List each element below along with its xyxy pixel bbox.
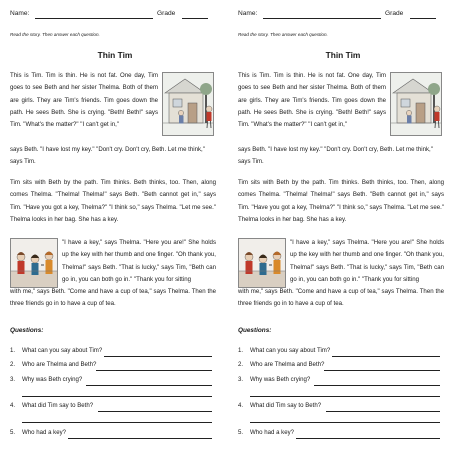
answer-line-4b[interactable] (250, 422, 440, 423)
story-paragraph-3: "I have a key," says Thelma. "Here you are!" She holds up the key with her thumb and one finger. "Oh thank you, Thelma!" says Beth. "That is lucky," says Tim, "Beth can go in, you can both go in." "Thank you for sitting (290, 239, 444, 283)
story-paragraph-3-end: with me," says Beth. "Come and have a cup of tea," says Thelma. Then the three friends go in to have a cup of tea. (238, 288, 444, 308)
answer-line-2[interactable] (96, 370, 212, 371)
illustration-tim-at-door (162, 72, 214, 136)
story-paragraph-3-end: with me," says Beth. "Come and have a cup of tea," says Thelma. Then the three friends go in to have a cup of tea. (10, 288, 216, 308)
story-title: Thin Tim (325, 50, 361, 60)
worksheet-left (4, 0, 226, 453)
answer-line-3b[interactable] (250, 396, 440, 397)
story-paragraph-1: This is Tim. Tim is thin. He is not fat. One day, Tim goes to see Beth and her sister Thelma. Both of them are girls. They are Tim's friends. Tim goes down the path. He sees Beth. She is crying. "Beth! Beth!" says Tim. "What's the matter?" "I can't get in," (10, 72, 158, 129)
question-1: 1. What can you say about Tim? (10, 347, 103, 354)
answer-line-3b[interactable] (22, 396, 212, 397)
story-paragraph-2: Tim sits with Beth by the path. Tim thinks. Beth thinks, too. Then, along comes Thelma. "Thelma! Thelma!" says Beth. "Beth cannot get in," says Tim. "Have you got a key, Thelma?" "I think so," says Thelma. "Let me see." Thelma looks in her bag. She has a key. (10, 179, 216, 223)
questions-heading: Questions: (238, 327, 272, 334)
answer-line-5[interactable] (68, 438, 212, 439)
answer-line-4[interactable] (326, 411, 440, 412)
story-paragraph-2: Tim sits with Beth by the path. Tim thinks. Beth thinks, too. Then, along comes Thelma. "Thelma! Thelma!" says Beth. "Beth cannot get in," says Tim. "Have you got a key, Thelma?" "I think so," says Thelma. "Let me see." Thelma looks in her bag. She has a key. (238, 179, 444, 223)
question-3: 3. Why was Beth crying? (10, 376, 83, 383)
grade-field-line[interactable] (182, 18, 208, 19)
grade-label: Grade (385, 10, 404, 17)
question-5: 5. Who had a key? (10, 429, 67, 436)
answer-line-3[interactable] (314, 385, 440, 386)
story-paragraph-1-end: says Beth. "I have lost my key." "Don't cry. Don't cry, Beth. Let me think," says Tim. (238, 146, 433, 166)
answer-line-4[interactable] (98, 411, 212, 412)
question-4: 4. What did Tim say to Beth? (10, 402, 94, 409)
name-label: Name: (10, 10, 30, 17)
grade-field-line[interactable] (410, 18, 436, 19)
answer-line-3[interactable] (86, 385, 212, 386)
header (238, 10, 450, 22)
question-4: 4. What did Tim say to Beth? (238, 402, 322, 409)
question-1: 1. What can you say about Tim? (238, 347, 331, 354)
name-label: Name: (238, 10, 258, 17)
name-field-line[interactable] (263, 18, 381, 19)
question-2: 2. Who are Thelma and Beth? (238, 361, 325, 368)
instructions: Read the story. Then answer each question. (238, 32, 328, 37)
answer-line-2[interactable] (324, 370, 440, 371)
instructions: Read the story. Then answer each question. (10, 32, 100, 37)
question-2: 2. Who are Thelma and Beth? (10, 361, 97, 368)
grade-label: Grade (157, 10, 176, 17)
question-3: 3. Why was Beth crying? (238, 376, 311, 383)
answer-line-4b[interactable] (22, 422, 212, 423)
name-field-line[interactable] (35, 18, 153, 19)
story-paragraph-1-end: says Beth. "I have lost my key." "Don't cry. Don't cry, Beth. Let me think," says Tim. (10, 146, 205, 166)
header (10, 10, 222, 22)
worksheet-right (232, 0, 453, 453)
illustration-three-friends (238, 238, 286, 288)
answer-line-1[interactable] (332, 356, 440, 357)
answer-line-5[interactable] (296, 438, 440, 439)
story-paragraph-3: "I have a key," says Thelma. "Here you are!" She holds up the key with her thumb and one finger. "Oh thank you, Thelma!" says Beth. "That is lucky," says Tim, "Beth can go in, you can both go in." "Thank you for sitting (62, 239, 216, 283)
questions-heading: Questions: (10, 327, 44, 334)
illustration-tim-at-door (390, 72, 442, 136)
illustration-three-friends (10, 238, 58, 288)
answer-line-1[interactable] (104, 356, 212, 357)
story-paragraph-1: This is Tim. Tim is thin. He is not fat. One day, Tim goes to see Beth and her sister Thelma. Both of them are girls. They are Tim's friends. Tim goes down the path. He sees Beth. She is crying. "Beth! Beth!" says Tim. "What's the matter?" "I can't get in," (238, 72, 386, 129)
question-5: 5. Who had a key? (238, 429, 295, 436)
story-title: Thin Tim (97, 50, 133, 60)
